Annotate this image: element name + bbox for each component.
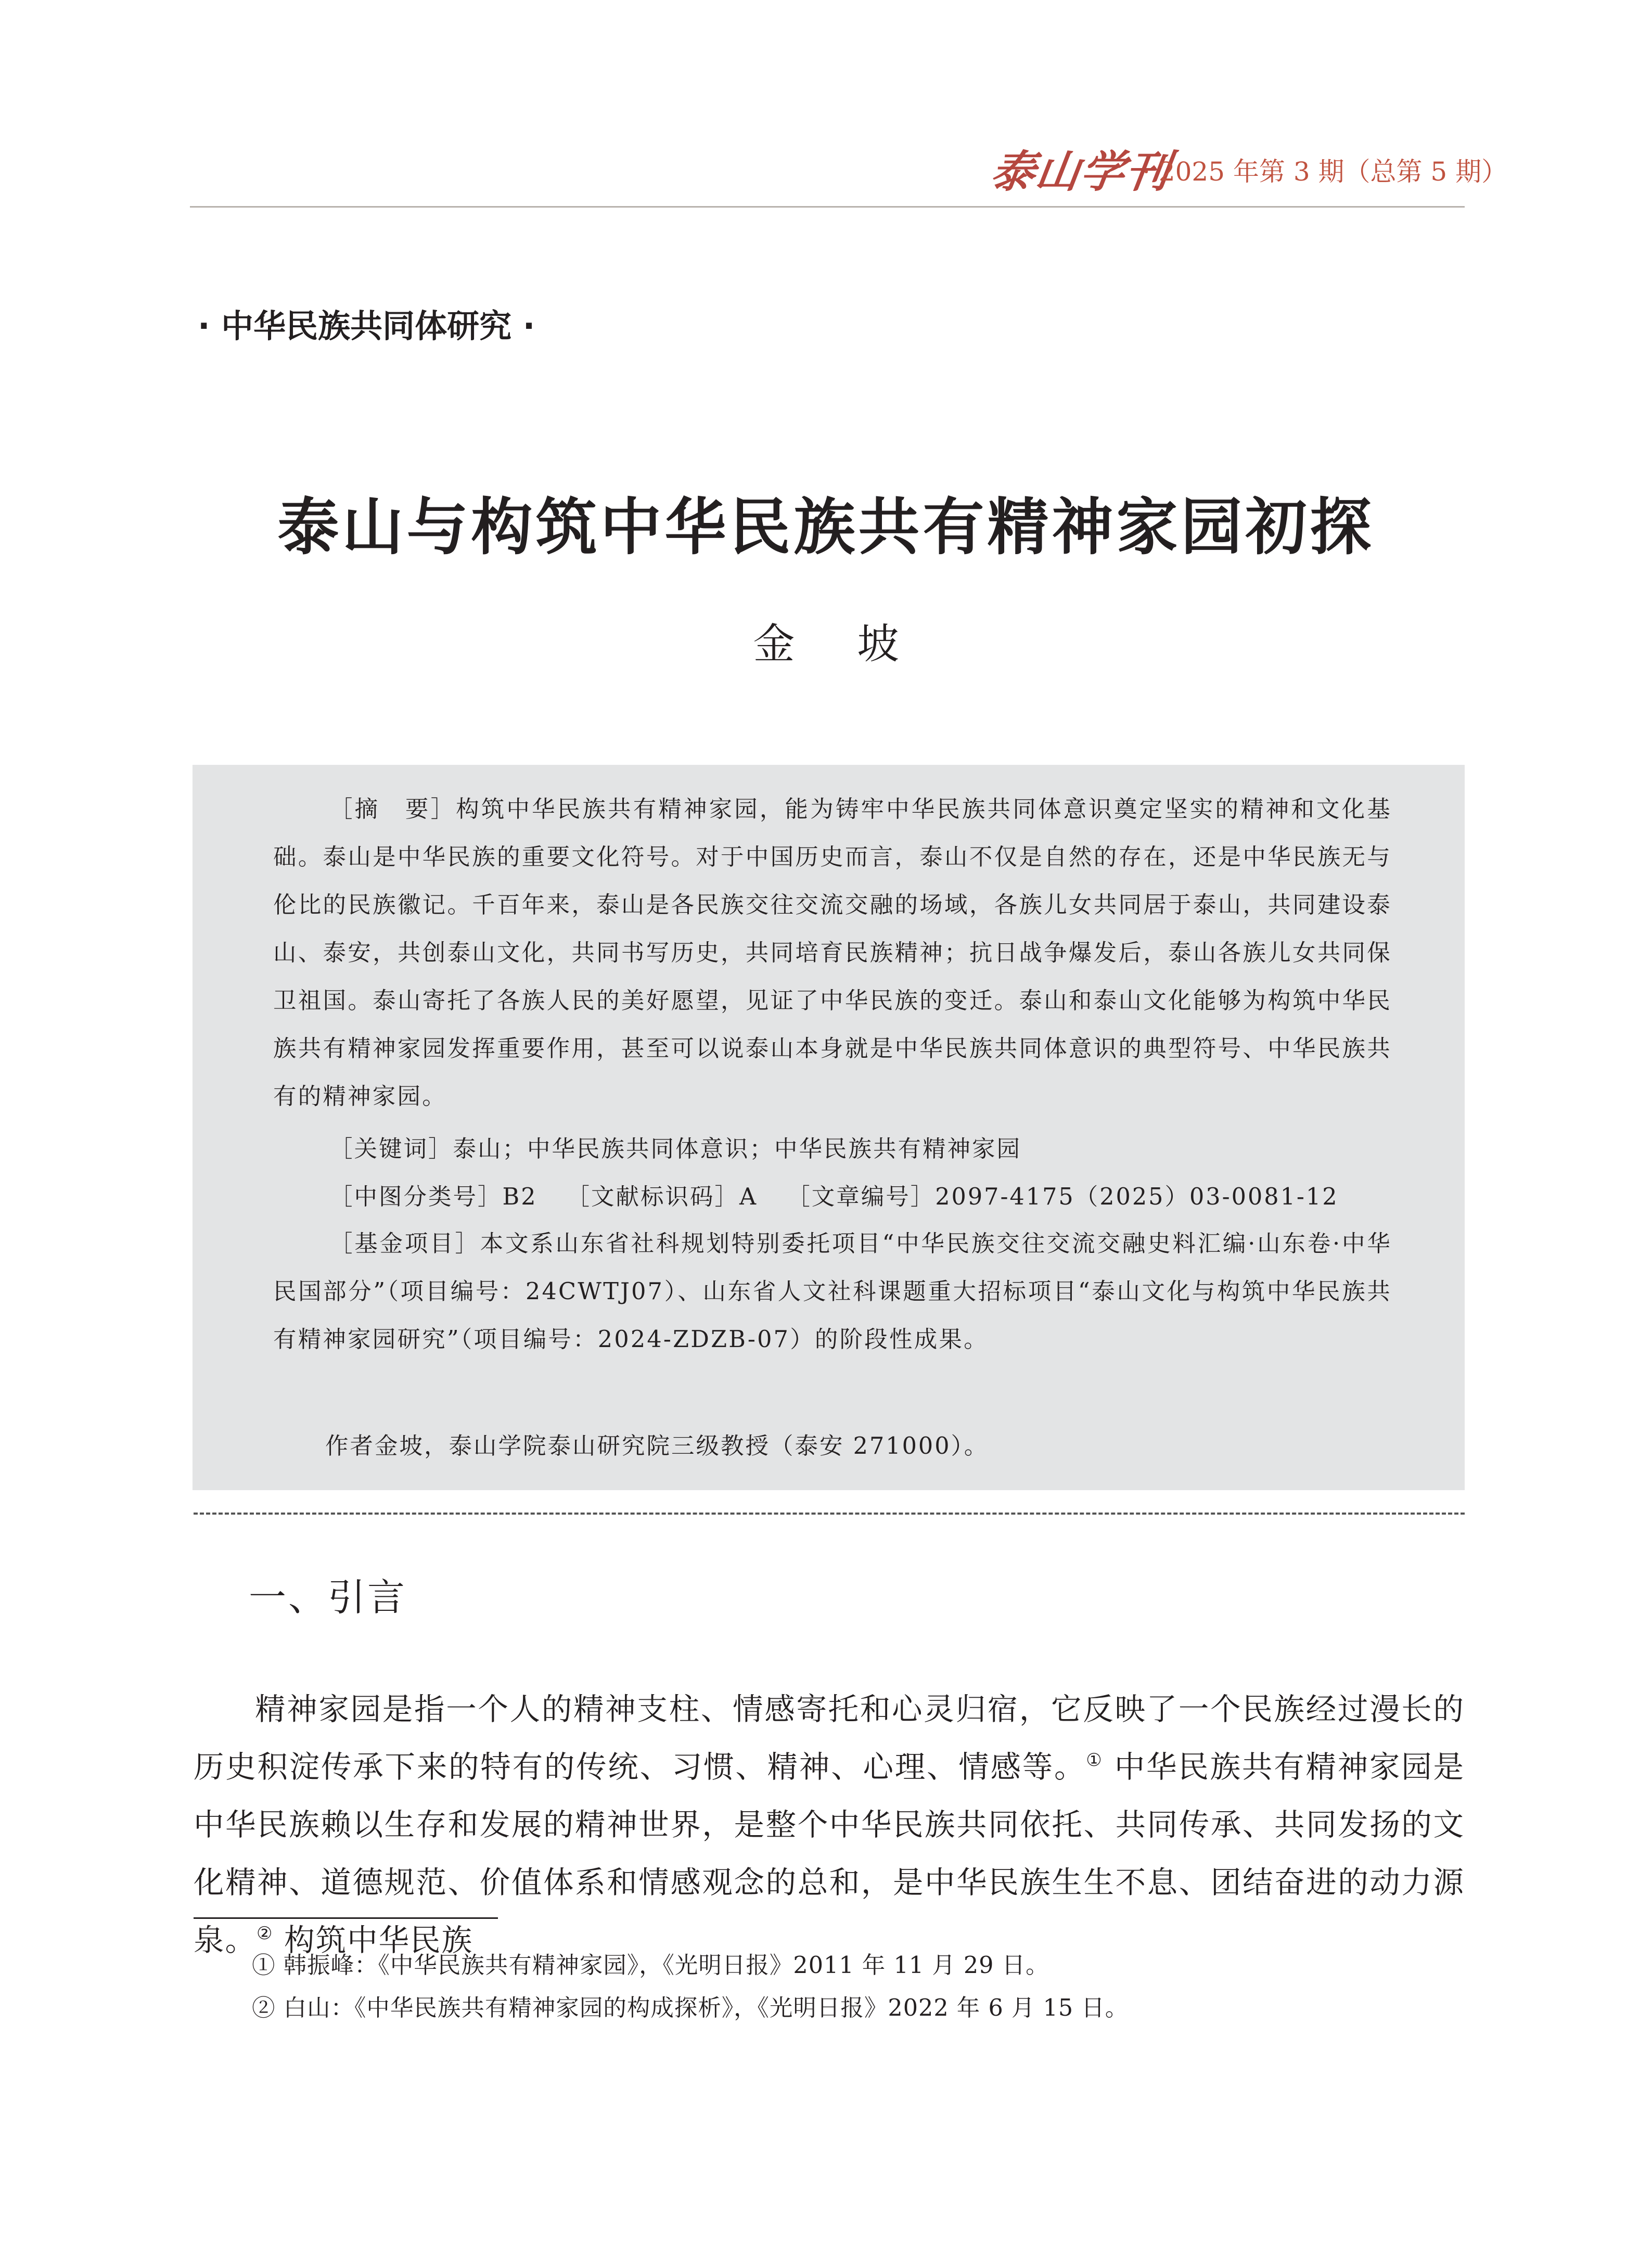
fund-text: 本文系山东省社科规划特别委托项目“中华民族交往交流交融史料汇编·山东卷·中华民国部分”（项目编号：24CWTJ07）、山东省人文社科课题重大招标项目“泰山文化与构筑中华民族共有精神家园研究”（项目编号：2024-ZDZB-07）的阶段性成果。 xyxy=(273,1231,1392,1353)
journal-logo: 泰山学刊 xyxy=(988,146,1174,197)
clc-label: ［中图分类号］ xyxy=(329,1184,503,1210)
issue-info: · 2025 年第 3 期（总第 5 期） xyxy=(1142,157,1508,187)
footnote-1: ① 韩振峰：《中华民族共有精神家园》，《光明日报》2011 年 11 月 29 日。 xyxy=(252,1952,1049,1979)
article-title: 泰山与构筑中华民族共有精神家园初探 xyxy=(277,491,1375,563)
doc-code-label: ［文献标识码］ xyxy=(566,1184,740,1210)
footnote-rule xyxy=(194,1917,498,1919)
article-author: 金坡 xyxy=(753,620,962,668)
clc-value: B2 xyxy=(502,1184,537,1210)
author-note: 作者金坡，泰山学院泰山研究院三级教授（泰安 271000）。 xyxy=(325,1433,989,1459)
section-heading: 一、引言 xyxy=(249,1575,407,1619)
abstract-text: 构筑中华民族共有精神家园，能为铸牢中华民族共同体意识奠定坚实的精神和文化基础。泰山是中华民族的重要文化符号。对于中国历史而言，泰山不仅是自然的存在，还是中华民族无与伦比的民族徽记。千百年来，泰山是各民族交往交流交融的场域，各族儿女共同居于泰山，共同建设泰山、泰安，共创泰山文化，共同书写历史，共同培育民族精神；抗日战争爆发后，泰山各族儿女共同保卫祖国。泰山寄托了各族人民的美好愿望，见证了中华民族的变迁。泰山和泰山文化能够为构筑中华民族共有精神家园发挥重要作用，甚至可以说泰山本身就是中华民族共同体意识的典型符号、中华民族共有的精神家园。 xyxy=(273,796,1392,1110)
dashed-separator xyxy=(194,1513,1465,1515)
column-tag: · 中华民族共同体研究 · xyxy=(198,307,535,345)
body-paragraph xyxy=(194,1681,1465,1969)
keywords-line xyxy=(329,1138,1021,1161)
abstract-label: ［摘 要］ xyxy=(329,796,456,823)
body-text-1: 精神家园是指一个人的精神支柱、情感寄托和心灵归宿，它反映了一个民族经过漫长的历史积淀传承下来的特有的传统、习惯、精神、心理、情感等。 xyxy=(194,1692,1465,1785)
keywords-value: 泰山；中华民族共同体意识；中华民族共有精神家园 xyxy=(453,1136,1022,1162)
classification-line xyxy=(329,1186,1339,1209)
body-text-2: 中华民族共有精神家园是中华民族赖以生存和发展的精神世界，是整个中华民族共同依托、共同传承、共同发扬的文化精神、道德规范、价值体系和情感观念的总和，是中华民族生生不息、团结奋进的动力源泉。 xyxy=(194,1749,1465,1958)
fund-label: ［基金项目］ xyxy=(329,1231,480,1257)
keywords-label: ［关键词］ xyxy=(329,1136,453,1162)
fund-paragraph xyxy=(273,1220,1392,1364)
footnote-ref-1: ① xyxy=(1086,1750,1104,1771)
article-no-value: 2097-4175（2025）03-0081-12 xyxy=(935,1184,1339,1210)
footnote-ref-2: ② xyxy=(257,1923,274,1944)
footnote-2: ② 白山：《中华民族共有精神家园的构成探析》，《光明日报》2022 年 6 月 15 日。 xyxy=(252,1995,1129,2021)
abstract-paragraph xyxy=(273,786,1392,1121)
doc-code-value: A xyxy=(739,1184,758,1210)
body-text-3: 构筑中华民族 xyxy=(273,1923,473,1958)
article-no-label: ［文章编号］ xyxy=(787,1184,936,1210)
header-rule xyxy=(190,206,1465,208)
